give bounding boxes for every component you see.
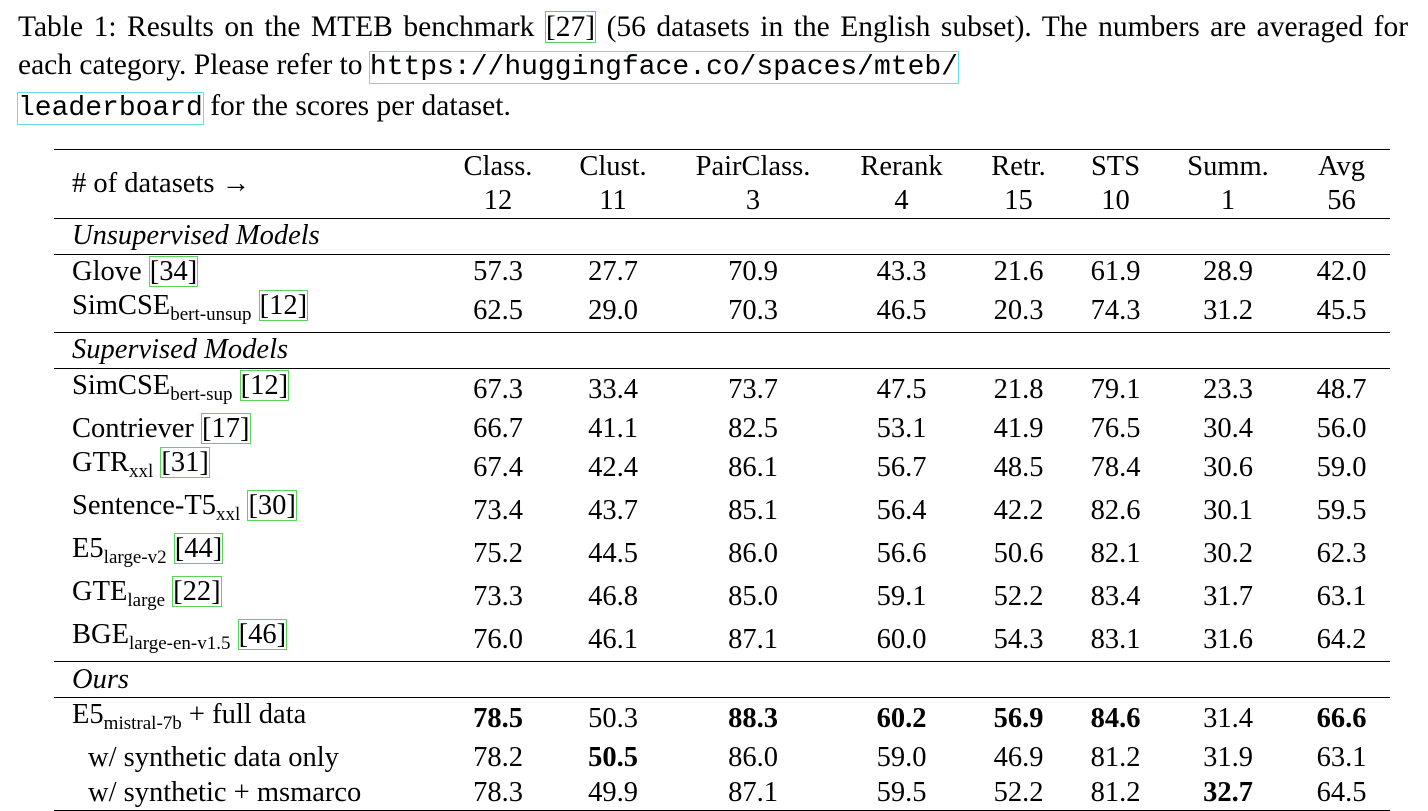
model-name-cell (54, 289, 442, 333)
column-header (969, 150, 1068, 219)
score-cell (1293, 697, 1390, 741)
caption-text-b: (56 datasets in the English subset). The numbers are averaged for each category. Please refer to (18, 11, 1409, 81)
model-name: Sentence-T5 (72, 490, 217, 522)
table-row (54, 412, 1390, 447)
score-cell: 78.4 (1090, 451, 1141, 483)
score-cell (834, 697, 969, 741)
model-name: E5 (72, 533, 104, 565)
column-dataset-count: 56 (1327, 185, 1356, 216)
model-subscript: large-v2 (103, 547, 167, 569)
score-cell: 78.3 (442, 776, 554, 811)
model-name: GTR (72, 447, 129, 479)
model-name-cell (54, 446, 442, 489)
score-cell: 83.1 (1090, 623, 1141, 655)
score-cell: 46.8 (588, 580, 638, 612)
column-dataset-count: 3 (745, 185, 761, 216)
table-row (54, 741, 1390, 776)
score-cell (1068, 697, 1163, 741)
score-cell (672, 697, 834, 741)
score-cell: 67.3 (442, 368, 554, 412)
results-table-body (54, 150, 1390, 811)
model-name-cell (54, 254, 442, 289)
column-name: Summ. (1187, 151, 1269, 182)
column-dataset-count: 15 (1004, 185, 1033, 216)
column-name: STS (1090, 151, 1141, 182)
score-cell: 63.1 (1316, 580, 1367, 612)
score-cell: 67.4 (473, 451, 523, 483)
score-cell: 56.0 (1316, 413, 1367, 445)
score-cell: 86.0 (728, 742, 778, 774)
group-title-row (54, 219, 1390, 255)
table-row (54, 776, 1390, 811)
citation-link[interactable]: [34] (149, 255, 198, 287)
group-title: Unsupervised Models (72, 220, 320, 252)
table-row (54, 254, 1390, 289)
score-cell (554, 741, 672, 776)
column-dataset-count: 1 (1220, 185, 1236, 216)
score-cell: 73.4 (473, 494, 523, 526)
score-cell: 52.2 (993, 580, 1044, 612)
model-name-cell (54, 618, 442, 662)
score-cell: 76.0 (473, 623, 523, 655)
model-name-cell (54, 776, 442, 811)
score-cell: 20.3 (993, 294, 1044, 326)
score-cell: 50.3 (554, 697, 672, 741)
score-cell: 27.7 (554, 254, 672, 289)
best-score: 60.2 (876, 703, 927, 735)
column-dataset-count: 11 (599, 185, 627, 216)
score-cell: 63.1 (1316, 742, 1367, 774)
score-cell: 62.5 (473, 294, 523, 326)
caption-text-a: Results on the MTEB benchmark (127, 11, 535, 43)
score-cell: 31.7 (1203, 580, 1253, 612)
score-cell: 70.3 (728, 294, 778, 326)
score-cell: 30.1 (1203, 494, 1253, 526)
best-score: 88.3 (728, 703, 778, 735)
score-cell: 85.0 (728, 580, 778, 612)
score-cell: 48.7 (1293, 368, 1390, 412)
score-cell: 82.6 (1090, 494, 1141, 526)
group-title: Supervised Models (54, 333, 1390, 369)
score-cell: 30.4 (1203, 413, 1253, 445)
score-cell: 47.5 (834, 368, 969, 412)
column-header (554, 150, 672, 219)
score-cell: 31.6 (1203, 623, 1253, 655)
model-subscript: xxl (129, 461, 154, 483)
group-title-row (54, 333, 1390, 369)
model-name: Glove (72, 255, 142, 287)
score-cell: 75.2 (473, 537, 523, 569)
score-cell: 83.4 (1090, 580, 1141, 612)
score-cell: 53.1 (876, 413, 927, 445)
score-cell: 45.5 (1316, 294, 1367, 326)
score-cell: 87.1 (672, 776, 834, 811)
score-cell: 59.0 (1316, 451, 1367, 483)
score-cell: 41.9 (993, 413, 1044, 445)
score-cell: 31.4 (1163, 697, 1293, 741)
column-dataset-count: 10 (1101, 185, 1130, 216)
citation-link[interactable]: [46] (238, 619, 287, 651)
model-name: w/ synthetic + msmarco (88, 776, 362, 808)
model-suffix: + full data (181, 698, 307, 730)
model-name: GTE (72, 576, 128, 608)
model-name-cell (54, 532, 442, 575)
score-cell: 56.7 (876, 451, 927, 483)
model-name: SimCSE (72, 369, 171, 401)
score-cell: 46.9 (993, 742, 1044, 774)
model-name: w/ synthetic data only (88, 742, 339, 774)
score-cell: 46.5 (876, 294, 927, 326)
score-cell: 42.0 (1293, 254, 1390, 289)
score-cell: 21.8 (969, 368, 1068, 412)
score-cell: 29.0 (588, 294, 638, 326)
score-cell: 82.1 (1090, 537, 1141, 569)
model-name-cell (54, 575, 442, 618)
group-title-row (54, 662, 1390, 698)
table-header-row (54, 150, 1390, 219)
citation-link[interactable]: [30] (248, 490, 296, 522)
column-name: Avg (1318, 151, 1365, 182)
score-cell: 73.3 (473, 580, 523, 612)
results-table (54, 149, 1390, 811)
model-name: BGE (72, 619, 129, 651)
score-cell: 81.2 (1090, 742, 1141, 774)
score-cell: 59.5 (834, 776, 969, 811)
citation-link[interactable]: [17] (202, 413, 250, 445)
score-cell: 52.2 (969, 776, 1068, 811)
score-cell: 82.5 (728, 413, 778, 445)
score-cell: 78.2 (473, 742, 523, 774)
best-score: 32.7 (1203, 776, 1253, 808)
model-name: SimCSE (72, 290, 171, 322)
score-cell: 59.0 (876, 742, 927, 774)
score-cell: 42.2 (993, 494, 1044, 526)
score-cell: 54.3 (993, 623, 1044, 655)
best-score: 84.6 (1090, 703, 1141, 735)
column-header (1293, 150, 1390, 219)
column-dataset-count: 4 (894, 185, 909, 216)
caption-label: Table 1: (18, 11, 117, 43)
score-cell: 31.2 (1203, 294, 1253, 326)
score-cell: 60.0 (876, 623, 927, 655)
score-cell: 50.6 (993, 537, 1044, 569)
score-cell: 59.5 (1316, 494, 1367, 526)
caption-url-part-1[interactable]: https://huggingface.co/spaces/mteb/ (369, 52, 958, 83)
score-cell: 56.6 (876, 537, 927, 569)
column-header (442, 150, 554, 219)
score-cell: 70.9 (672, 254, 834, 289)
score-cell: 30.2 (1203, 537, 1253, 569)
score-cell: 86.0 (728, 537, 778, 569)
citation-link[interactable]: [31] (161, 447, 209, 479)
best-score: 56.9 (993, 703, 1044, 735)
score-cell: 79.1 (1068, 368, 1163, 412)
model-name-cell (54, 489, 442, 532)
table-caption (18, 8, 1408, 128)
model-name: E5 (72, 698, 104, 730)
model-name-cell (54, 368, 442, 412)
column-name: Retr. (991, 151, 1046, 182)
caption-text-c: for the scores per dataset. (210, 90, 511, 122)
model-name-cell (54, 412, 442, 447)
column-header (672, 150, 834, 219)
column-name: PairClass. (695, 151, 811, 182)
score-cell (442, 697, 554, 741)
model-subscript: mistral-7b (103, 712, 182, 734)
table-row (54, 446, 1390, 489)
score-cell: 66.7 (473, 413, 523, 445)
score-cell: 48.5 (993, 451, 1044, 483)
score-cell: 42.4 (588, 451, 638, 483)
column-name: Rerank (860, 151, 943, 182)
score-cell: 62.3 (1316, 537, 1367, 569)
score-cell: 73.7 (672, 368, 834, 412)
table-row (54, 697, 1390, 741)
table-row (54, 575, 1390, 618)
model-name: Contriever (72, 413, 194, 445)
score-cell: 74.3 (1090, 294, 1141, 326)
score-cell: 64.5 (1293, 776, 1390, 811)
table-row (54, 618, 1390, 662)
best-score: 78.5 (473, 703, 523, 735)
score-cell: 76.5 (1090, 413, 1141, 445)
table-row (54, 489, 1390, 532)
score-cell: 61.9 (1068, 254, 1163, 289)
model-subscript: bert-sup (170, 383, 233, 405)
group-title: Ours (54, 662, 1390, 698)
column-dataset-count: 12 (483, 185, 513, 216)
column-name: Clust. (579, 151, 647, 182)
score-cell: 33.4 (554, 368, 672, 412)
citation-link[interactable]: [12] (259, 290, 308, 322)
model-name-cell (54, 741, 442, 776)
model-subscript: large (127, 590, 166, 612)
score-cell: 43.3 (834, 254, 969, 289)
table-row (54, 532, 1390, 575)
score-cell: 56.4 (876, 494, 927, 526)
score-cell: 81.2 (1068, 776, 1163, 811)
score-cell: 43.7 (588, 494, 638, 526)
citation-link[interactable]: [44] (174, 533, 223, 565)
caption-url-part-2[interactable]: leaderboard (18, 93, 203, 124)
best-score: 50.5 (588, 742, 638, 774)
column-header (1068, 150, 1163, 219)
score-cell: 30.6 (1203, 451, 1253, 483)
score-cell: 28.9 (1163, 254, 1293, 289)
score-cell: 87.1 (728, 623, 778, 655)
score-cell: 23.3 (1163, 368, 1293, 412)
score-cell: 86.1 (728, 451, 778, 483)
model-subscript: bert-unsup (170, 304, 252, 326)
column-header (834, 150, 969, 219)
best-score: 66.6 (1316, 703, 1367, 735)
score-cell: 49.9 (554, 776, 672, 811)
caption-citation[interactable]: [27] (545, 11, 596, 43)
score-cell: 85.1 (728, 494, 778, 526)
score-cell: 64.2 (1316, 623, 1367, 655)
citation-link[interactable]: [12] (240, 369, 289, 401)
score-cell (1163, 776, 1293, 811)
score-cell (969, 697, 1068, 741)
score-cell: 31.9 (1203, 742, 1253, 774)
table-row (54, 289, 1390, 333)
score-cell: 41.1 (588, 413, 638, 445)
table-row (54, 368, 1390, 412)
model-name-cell (54, 697, 442, 741)
score-cell: 44.5 (588, 537, 638, 569)
score-cell: 57.3 (442, 254, 554, 289)
column-header (1163, 150, 1293, 219)
header-label: # of datasets → (54, 150, 442, 219)
score-cell: 59.1 (876, 580, 927, 612)
score-cell: 46.1 (588, 623, 638, 655)
model-subscript: xxl (216, 504, 241, 526)
citation-link[interactable]: [22] (173, 576, 221, 608)
score-cell: 21.6 (969, 254, 1068, 289)
column-name: Class. (463, 151, 533, 182)
model-subscript: large-en-v1.5 (129, 633, 231, 655)
